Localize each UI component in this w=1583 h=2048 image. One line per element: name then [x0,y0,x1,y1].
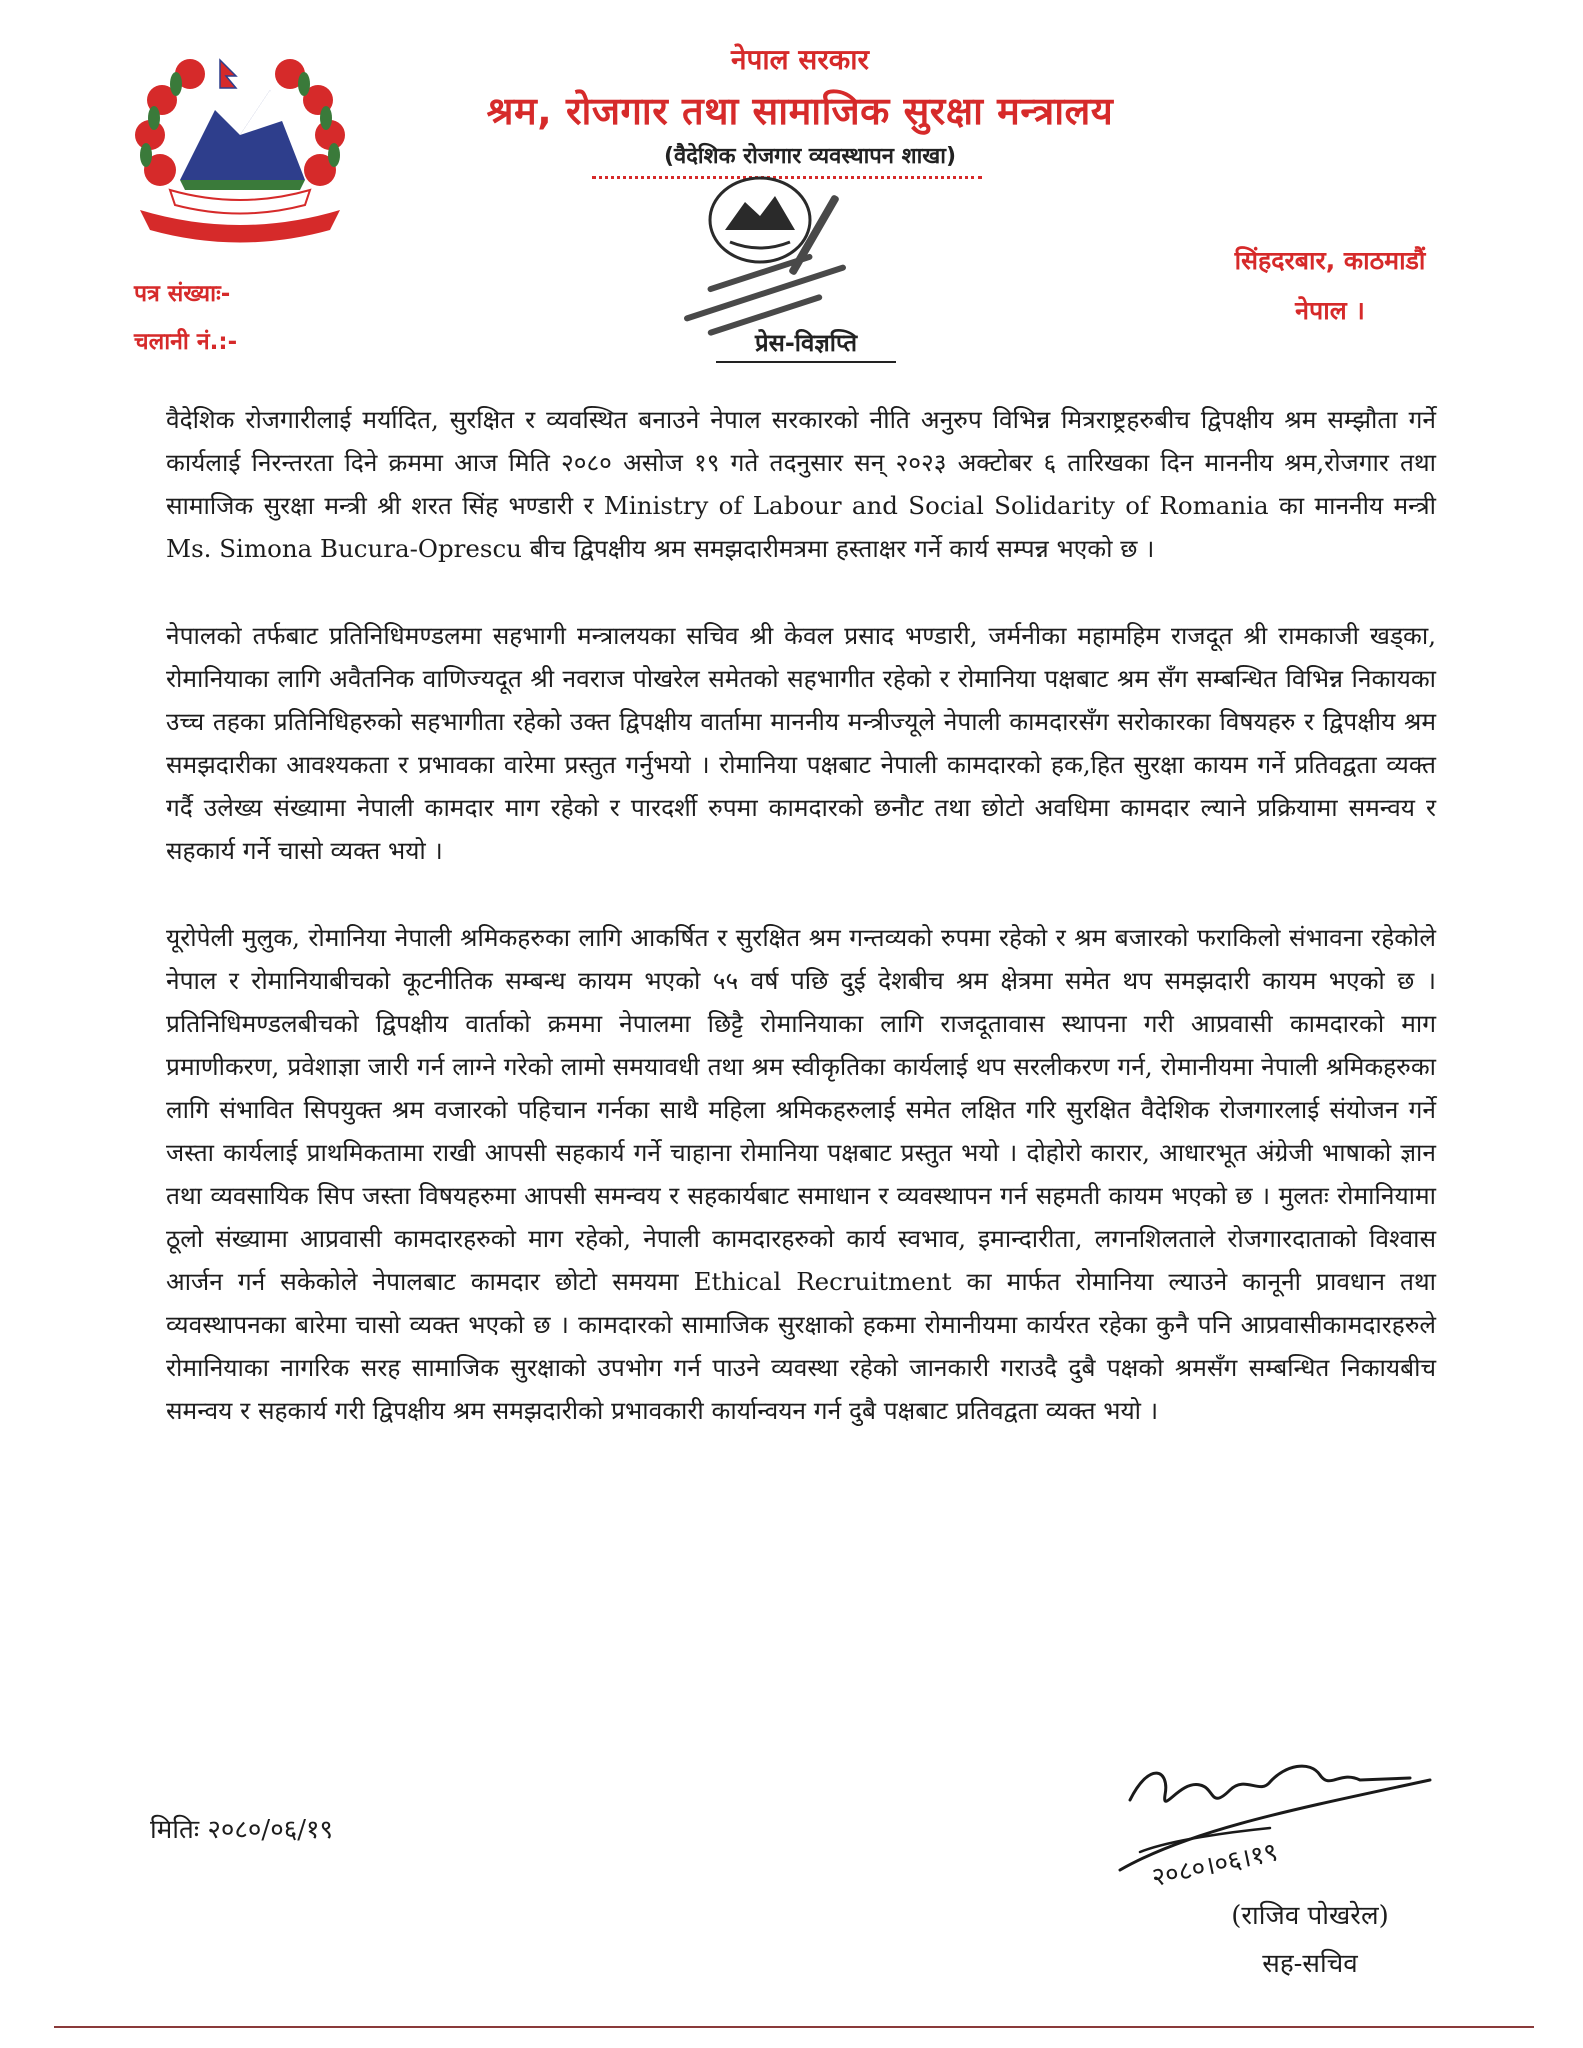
paragraph-1: वैदेशिक रोजगारीलाई मर्यादित, सुरक्षित र व्यवस्थित बनाउने नेपाल सरकारको नीति अनुरुप विभिन्न मित्रराष्ट्रहरुबीच द्विपक्षीय श्रम सम्झौता गर्ने कार्यलाई निरन्तरता दिने क्रममा आज मिति २०८० असोज १९ गते तदनुसार सन् २०२३ अक्टोबर ६ तारिखका दिन माननीय श्रम,रोजगार तथा सामाजिक सुरक्षा मन्त्री श्री शरत सिंह भण्डारी र Ministry of Labour and Social Solidarity of Romania का माननीय मन्त्री Ms. Simona Bucura-Oprescu बीच द्विपक्षीय श्रम समझदारीमत्रमा हस्ताक्षर गर्ने कार्य सम्पन्न भएको छ । [166,405,1436,563]
government-title: नेपाल सरकार [730,43,870,76]
branch-title: (वैदेशिक रोजगार व्यवस्थापन शाखा) [663,144,957,169]
office-address [1180,236,1480,336]
footer-divider [54,2026,1534,2028]
ministry-title: श्रम, रोजगार तथा सामाजिक सुरक्षा मन्त्रालय [486,89,1114,133]
national-emblem-icon [120,40,360,260]
address-line-1: सिंहदरबार, काठमाडौं [1234,246,1426,275]
signature-date: २०८०।०६।१९ [1149,1837,1281,1894]
signer-name: (राजिव पोखरेल) [1231,1901,1389,1931]
paragraph-3: यूरोपेली मुलुक, रोमानिया नेपाली श्रमिकहरुका लागि आकर्षित र सुरक्षित श्रम गन्तव्यको रुपमा रहेको र श्रम बजारको फराकिलो संभावना रहेकोले नेपाल र रोमानियाबीचको कूटनीतिक सम्बन्ध कायम भएको ५५ वर्ष पछि दुई देशबीच श्रम क्षेत्रमा समेत थप समझदारी कायम भएको छ । प्रतिनिधिमण्डलबीचको द्विपक्षीय वार्ताको क्रममा नेपालमा छिट्टै रोमानियाका लागि राजदूतावास स्थापना गरी आप्रवासी कामदारको माग प्रमाणीकरण, प्रवेशाज्ञा जारी गर्न लाग्ने गरेको लामो समयावधी तथा श्रम स्वीकृतिका कार्यलाई थप सरलीकरण गर्न, रोमानीयमा नेपाली श्रमिकहरुका लागि संभावित सिपयुक्त श्रम वजारको पहिचान गर्नका साथै महिला श्रमिकहरुलाई समेत लक्षित गरि सुरक्षित वैदेशिक रोजगारलाई संयोजन गर्ने जस्ता कार्यलाई प्राथमिकतामा राखी आपसी सहकार्य गर्ने चाहाना रोमानिया पक्षबाट प्रस्तुत भयो । दोहोरो कारार, आधारभूत अंग्रेजी भाषाको ज्ञान तथा व्यवसायिक सिप जस्ता विषयहरुमा आपसी समन्वय र सहकार्यबाट समाधान र व्यवस्थापन गर्न सहमती कायम भएको छ । मुलतः रोमानियामा ठूलो संख्यामा आप्रवासी कामदारहरुको माग रहेको, नेपाली कामदारहरुको कार्य स्वभाव, इमान्दारीता, लगनशिलताले रोजगारदाताको विश्वास आर्जन गर्न सकेकोले नेपालबाट कामदार छोटो समयमा Ethical Recruitment का मार्फत रोमानिया ल्याउने कानूनी प्रावधान तथा व्यवस्थापनका बारेमा चासो व्यक्त भएको छ । कामदारको सामाजिक सुरक्षाको हकमा रोमानीयमा कार्यरत रहेका कुनै पनि आप्रवासीकामदारहरुले रोमानियाका नागरिक सरह सामाजिक सुरक्षाको उपभोग गर्न पाउने व्यवस्था रहेको जानकारी गराउदै दुबै पक्षको श्रमसँग सम्बन्धित निकायबीच समन्वय र सहकार्य गरी द्विपक्षीय श्रम समझदारीको प्रभावकारी कार्यान्वयन गर्न दुबै पक्षबाट प्रतिवद्वता व्यक्त भयो । [166,923,1436,1425]
signer-title: सह-सचिव [1262,1949,1358,1979]
signature-icon [1110,1740,1470,1910]
paragraph-2: नेपालको तर्फबाट प्रतिनिधिमण्डलमा सहभागी मन्त्रालयका सचिव श्री केवल प्रसाद भण्डारी, जर्मनीका महामहिम राजदूत श्री रामकाजी खड्का, रोमानियाका लागि अवैतनिक वाणिज्यदूत श्री नवराज पोखरेल समेतको सहभागीत रहेको र रोमानिया पक्षबाट श्रम सँग सम्बन्धित विभिन्न निकायका उच्च तहका प्रतिनिधिहरुको सहभागीता रहेको उक्त द्विपक्षीय वार्तामा माननीय मन्त्रीज्यूले नेपाली कामदारसँग सरोकारका विषयहरु र द्विपक्षीय श्रम समझदारीका आवश्यकता र प्रभावका वारेमा प्रस्तुत गर्नुभयो । रोमानिया पक्षबाट नेपाली कामदारको हक,हित सुरक्षा कायम गर्ने प्रतिवद्वता व्यक्त गर्दै उलेख्य संख्यामा नेपाली कामदार माग रहेको र पारदर्शी रुपमा कामदारको छनौट तथा छोटो अवधिमा कामदार ल्याने प्रक्रियामा समन्वय र सहकार्य गर्ने चासो व्यक्त भयो । [166,621,1436,865]
press-release-body [166,398,1436,1476]
dispatch-number-label: चलानी नं.:- [134,329,238,355]
letter-number-label: पत्र संख्याः- [134,281,231,307]
reference-block [134,270,237,366]
address-line-2: नेपाल । [1295,296,1365,325]
release-date: मितिः २०८०/०६/१९ [150,1815,334,1845]
document-title: प्रेस-विज्ञप्ति [716,326,896,363]
